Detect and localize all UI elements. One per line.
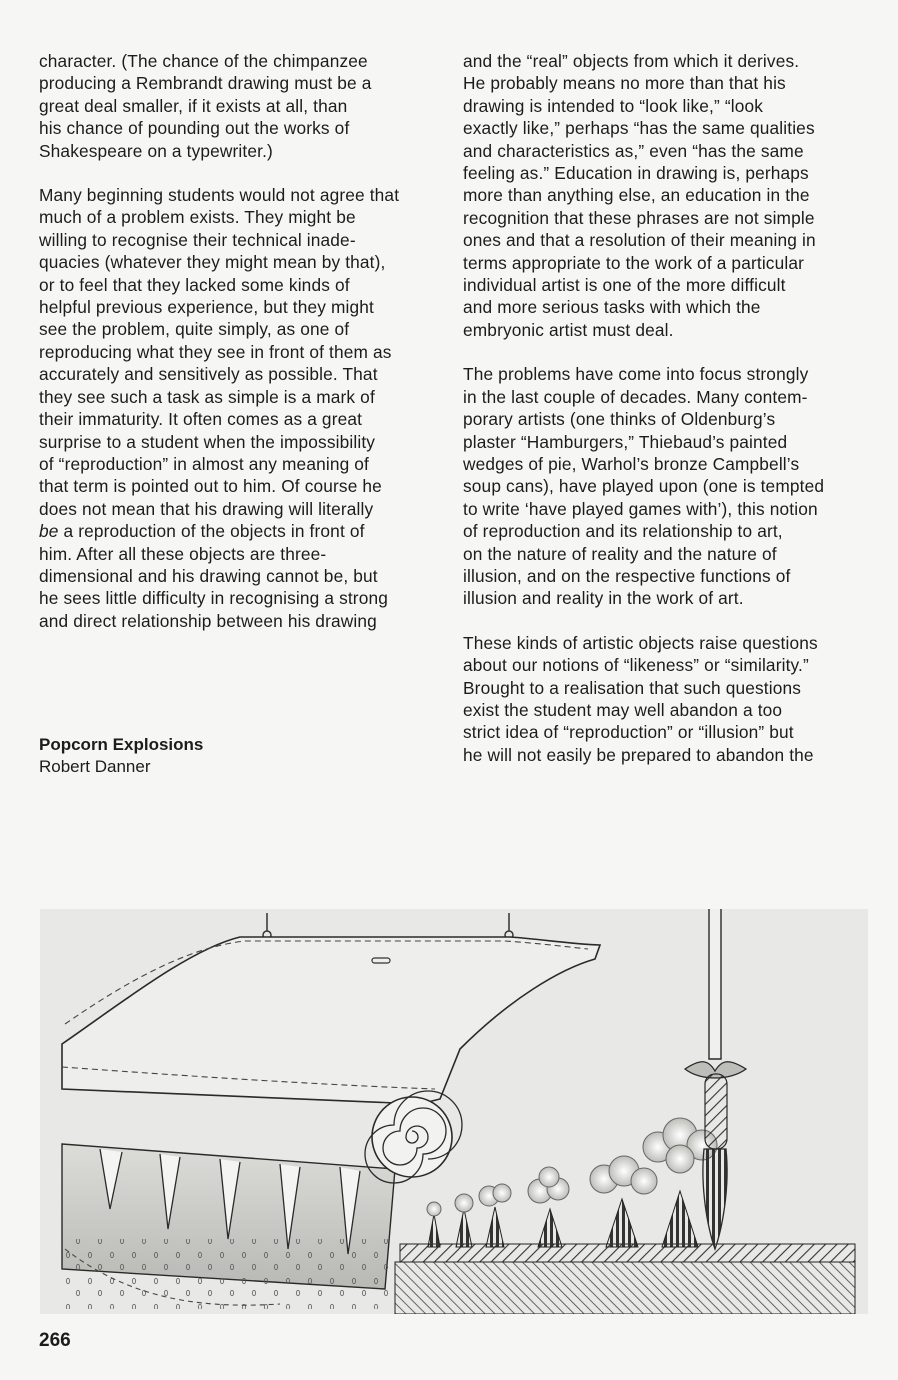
tablecloth-sheet bbox=[62, 937, 600, 1104]
text-line: character. (The chance of the chimpanzee bbox=[39, 51, 368, 71]
figure-caption bbox=[39, 734, 203, 779]
text-line: or to feel that they lacked some kinds of bbox=[39, 274, 350, 295]
dagger-column bbox=[685, 909, 746, 1249]
text-line: illusion, and on the respective functions of bbox=[463, 565, 791, 586]
text-line: embryonic artist must deal. bbox=[463, 319, 674, 340]
text-line: He probably means no more than that his bbox=[463, 73, 786, 94]
text-line: individual artist is one of the more difficult bbox=[463, 275, 786, 296]
right-paragraph-2 bbox=[463, 363, 868, 609]
text-line: soup cans), have played upon (one is tempted bbox=[463, 476, 825, 497]
text-line: accurately and sensitively as possible. That bbox=[39, 364, 378, 385]
text-line: drawing is intended to “look like,” “look bbox=[463, 95, 764, 116]
text-line: he will not easily be prepared to abandon the bbox=[463, 744, 814, 765]
text-line: more than anything else, an education in the bbox=[463, 185, 810, 206]
popcorn-cone-2 bbox=[455, 1194, 473, 1247]
text-line: porary artists (one thinks of Oldenburg’s bbox=[463, 409, 776, 430]
popcorn-cone-1 bbox=[427, 1202, 441, 1247]
text-line: willing to recognise their technical inade- bbox=[39, 229, 356, 250]
text-line: exactly like,” perhaps “has the same qualities bbox=[463, 118, 815, 139]
text-line: see the problem, quite simply, as one of bbox=[39, 319, 350, 340]
text-line: quacies (whatever they might mean by that), bbox=[39, 252, 386, 273]
text-line: exist the student may well abandon a too bbox=[463, 699, 783, 720]
text-line: their immaturity. It often comes as a great bbox=[39, 409, 363, 430]
popcorn-cone-3 bbox=[479, 1184, 511, 1247]
right-text-column bbox=[463, 50, 868, 766]
text-line: to write ‘have played games with’), this notion bbox=[463, 498, 818, 519]
right-paragraph-3 bbox=[463, 632, 868, 766]
text-line: recognition that these phrases are not simple bbox=[463, 207, 815, 228]
text-line: they see such a task as simple is a mark of bbox=[39, 386, 375, 407]
text-line: on the nature of reality and the nature of bbox=[463, 543, 777, 564]
text-line: him. After all these objects are three- bbox=[39, 543, 327, 564]
text-line: feeling as.” Education in drawing is, perhaps bbox=[463, 163, 809, 184]
emphasis-word: be bbox=[39, 521, 59, 542]
text-line: Many beginning students would not agree that bbox=[39, 185, 400, 206]
text-line: terms appropriate to the work of a particular bbox=[463, 252, 805, 273]
text-fragment: a reproduction of the objects in front of bbox=[58, 521, 365, 542]
left-paragraph-1 bbox=[39, 50, 444, 162]
popcorn-cone-4 bbox=[528, 1167, 569, 1247]
text-line: ones and that a resolution of their meaning in bbox=[463, 230, 816, 251]
text-line: illusion and reality in the work of art. bbox=[463, 588, 744, 609]
drawing-svg bbox=[40, 909, 868, 1314]
page-number: 266 bbox=[39, 1330, 71, 1351]
text-line: about our notions of “likeness” or “similarity.” bbox=[463, 655, 809, 676]
text-line: reproducing what they see in front of them as bbox=[39, 341, 392, 362]
text-line: and more serious tasks with which the bbox=[463, 297, 761, 318]
text-line: great deal smaller, if it exists at all, than bbox=[39, 95, 348, 116]
text-line: Brought to a realisation that such questions bbox=[463, 677, 802, 698]
text-line: he sees little difficulty in recognising a strong bbox=[39, 588, 389, 609]
text-line: that term is pointed out to him. Of course he bbox=[39, 476, 382, 497]
text-line: surprise to a student when the impossibility bbox=[39, 431, 376, 452]
text-line: producing a Rembrandt drawing must be a bbox=[39, 73, 372, 94]
popcorn-cone-5 bbox=[590, 1156, 657, 1247]
text-line: dimensional and his drawing cannot be, but bbox=[39, 565, 378, 586]
text-line: much of a problem exists. They might be bbox=[39, 207, 356, 228]
caption-title: Popcorn Explosions bbox=[39, 735, 204, 754]
text-line: helpful previous experience, but they might bbox=[39, 297, 374, 318]
popcorn-explosions-drawing bbox=[40, 909, 868, 1314]
dotted-fabric bbox=[62, 1239, 392, 1309]
text-line: Shakespeare on a typewriter.) bbox=[39, 140, 273, 161]
text-line: his chance of pounding out the works of bbox=[39, 118, 350, 139]
text-line: and characteristics as,” even “has the same bbox=[463, 140, 804, 161]
hanger-hook-left bbox=[263, 913, 271, 939]
left-paragraph-2 bbox=[39, 184, 444, 632]
text-line: strict idea of “reproduction” or “illusion” but bbox=[463, 722, 794, 743]
right-paragraph-1 bbox=[463, 50, 868, 341]
left-text-column bbox=[39, 50, 444, 632]
text-line: plaster “Hamburgers,” Thiebaud’s painted bbox=[463, 431, 788, 452]
hatched-bench bbox=[395, 1262, 855, 1314]
text-line: of reproduction and its relationship to art, bbox=[463, 521, 783, 542]
text-line: wedges of pie, Warhol’s bronze Campbell’s bbox=[463, 453, 800, 474]
text-line: in the last couple of decades. Many contem- bbox=[463, 386, 808, 407]
text-line: and direct relationship between his drawing bbox=[39, 610, 377, 631]
caption-author: Robert Danner bbox=[39, 757, 151, 777]
hanger-hook-right bbox=[505, 913, 513, 939]
text-line bbox=[39, 520, 444, 542]
text-line: The problems have come into focus strongly bbox=[463, 364, 809, 385]
text-line: of “reproduction” in almost any meaning of bbox=[39, 453, 370, 474]
text-line: does not mean that his drawing will literally bbox=[39, 498, 374, 519]
text-line: and the “real” objects from which it derives. bbox=[463, 51, 800, 71]
text-line: These kinds of artistic objects raise questions bbox=[463, 632, 818, 653]
